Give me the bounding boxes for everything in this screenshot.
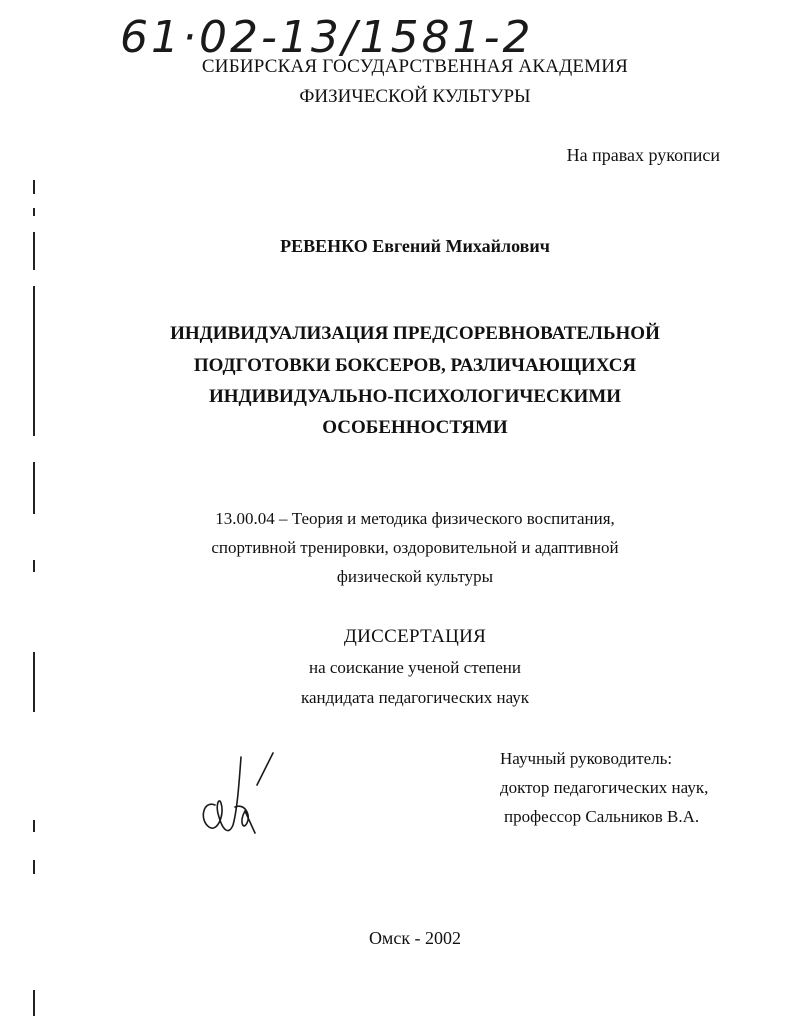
author-name: РЕВЕНКО Евгений Михайлович (280, 236, 550, 256)
specialty-line: спортивной тренировки, оздоровительной и адаптивной (211, 538, 619, 557)
supervisor-name: профессор Сальников В.А. (504, 807, 700, 826)
scan-edge-mark (33, 990, 35, 1016)
title-line: ИНДИВИДУАЛЬНО-ПСИХОЛОГИЧЕСКИМИ (208, 386, 622, 407)
organization-name-line2: ФИЗИЧЕСКОЙ КУЛЬТУРЫ (299, 86, 531, 107)
title-line: ПОДГОТОВКИ БОКСЕРОВ, РАЗЛИЧАЮЩИХСЯ (193, 355, 637, 376)
supervisor-label: Научный руководитель: (500, 749, 673, 768)
specialty-line: физической культуры (336, 567, 494, 586)
handwritten-catalog-number: 61·02-13/1581-2 (120, 12, 534, 63)
degree-line1: на соискание ученой степени (308, 658, 522, 677)
title-line: ИНДИВИДУАЛИЗАЦИЯ ПРЕДСОРЕВНОВАТЕЛЬНОЙ (170, 323, 660, 344)
scan-edge-mark (33, 180, 35, 194)
handwritten-signature (195, 745, 285, 845)
rights-note: На правах рукописи (566, 145, 720, 165)
degree-line2: кандидата педагогических наук (300, 688, 530, 707)
city-year: Омск - 2002 (368, 928, 462, 948)
supervisor-degree: доктор педагогических наук, (500, 778, 709, 797)
dissertation-label: ДИССЕРТАЦИЯ (343, 626, 487, 647)
scan-edge-mark (33, 860, 35, 874)
scan-edge-mark (33, 820, 35, 832)
scan-edge-mark (33, 208, 35, 216)
title-line: ОСОБЕННОСТЯМИ (322, 417, 508, 438)
specialty-line: 13.00.04 – Теория и методика физического воспитания, (215, 509, 615, 528)
organization-name-line1: СИБИРСКАЯ ГОСУДАРСТВЕННАЯ АКАДЕМИЯ (201, 56, 629, 77)
scan-edge-mark (33, 462, 35, 514)
